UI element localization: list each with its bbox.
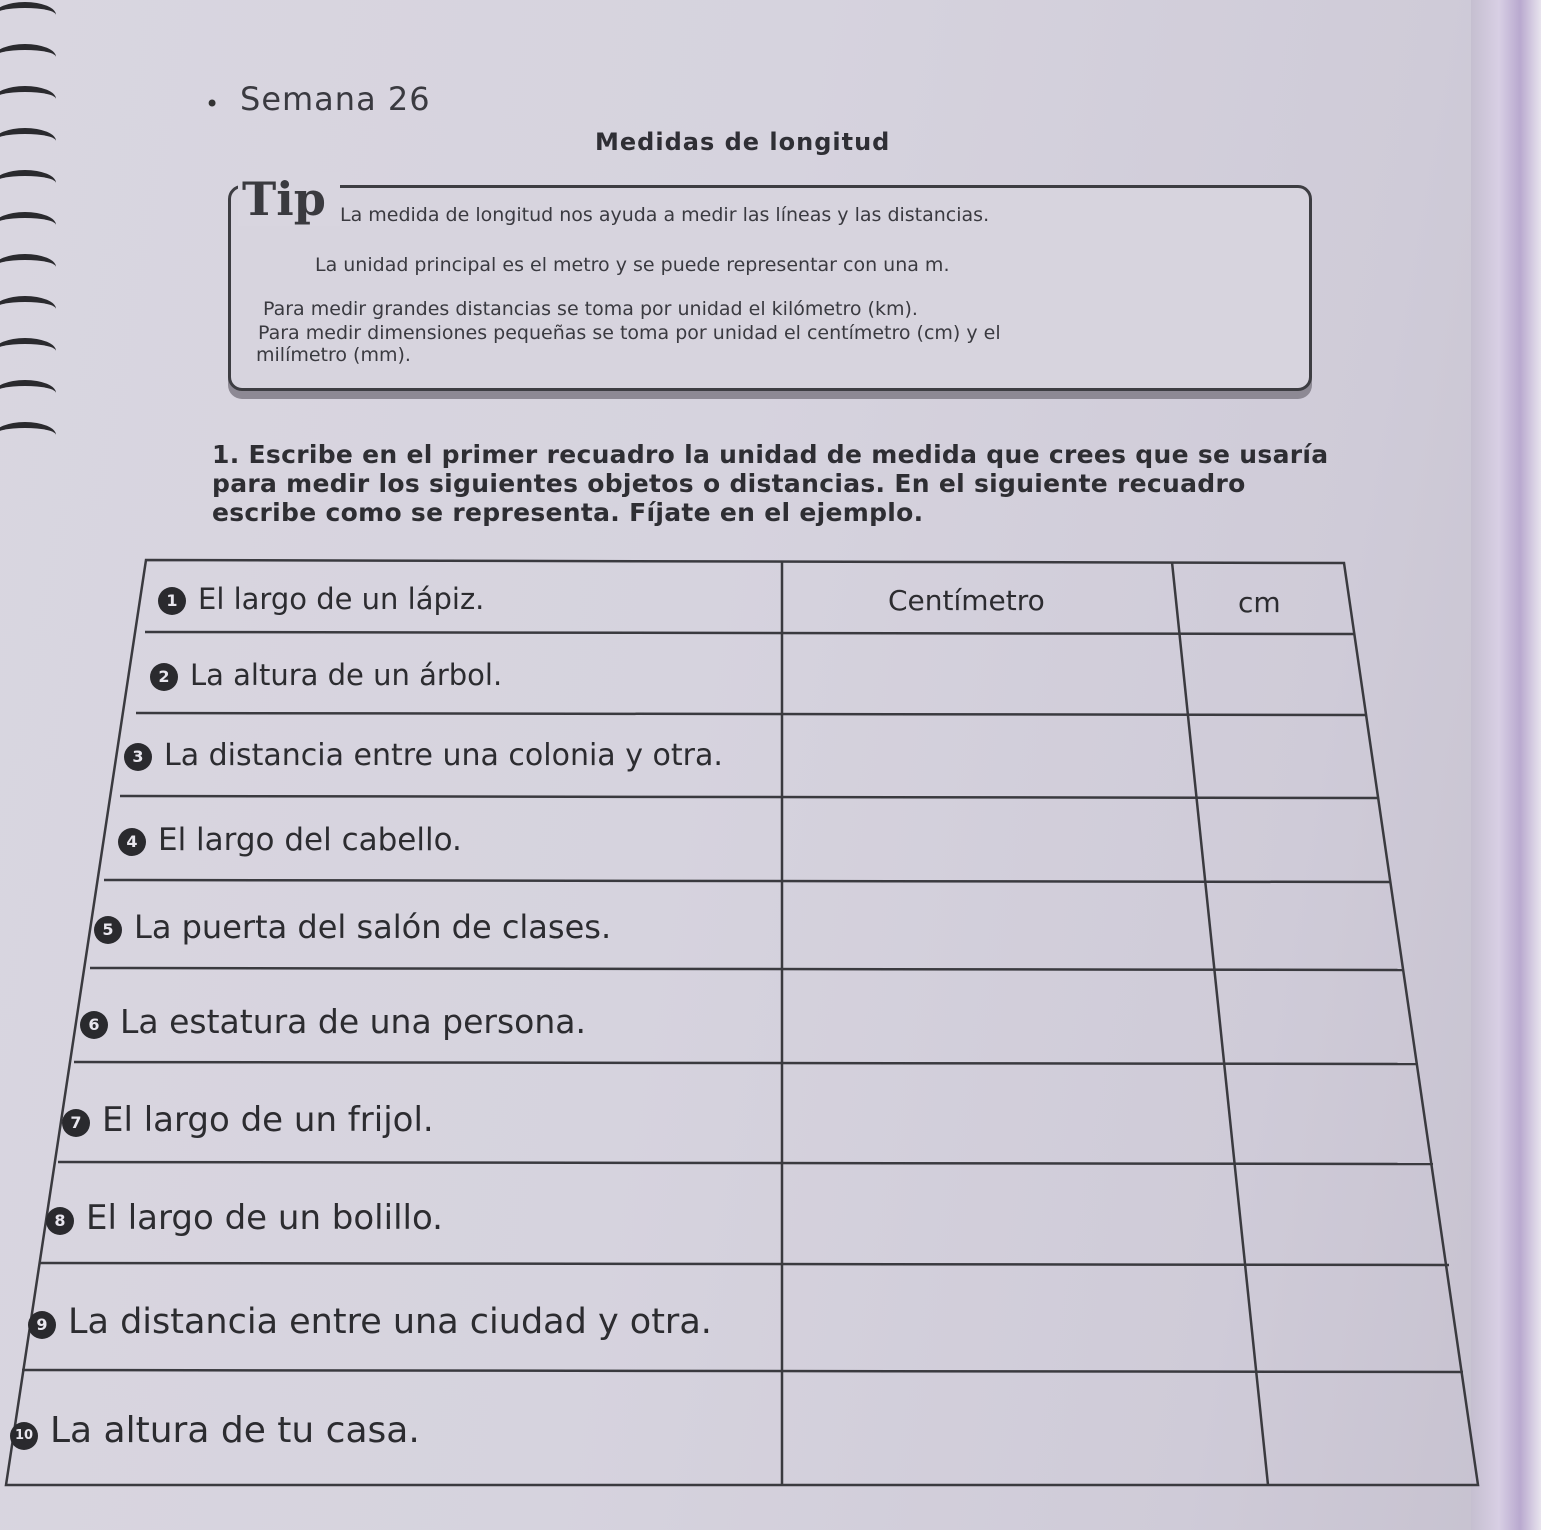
instruction-text: Escribe en el primer recuadro la unidad de medida que crees que se usaría para medir los siguientes objetos o distancias. En el siguiente recuadro escribe como se representa. Fíjate en el ejemplo. [212,440,1329,527]
item-text: La distancia entre una colonia y otra. [164,738,723,773]
item-number-badge: 5 [94,916,122,944]
item-text: La estatura de una persona. [120,1002,586,1041]
tip-line-5: milímetro (mm). [256,344,411,366]
item-number-badge: 1 [158,587,186,615]
tip-line-3: Para medir grandes distancias se toma por unidad el kilómetro (km). [263,298,918,320]
tip-label: Tip [238,172,340,226]
row-divider-3 [120,796,1378,798]
item-number-badge: 9 [28,1311,56,1339]
table-row-item [46,1198,443,1238]
table-row-item [28,1302,712,1342]
item-text: La distancia entre una ciudad y otra. [68,1302,712,1342]
table-row-item [124,738,723,773]
bullet-point: • [205,90,220,118]
row-divider-9 [22,1370,1463,1372]
item-number-badge: 8 [46,1207,74,1235]
row-divider-5 [90,968,1404,970]
table-row-item [80,1002,586,1041]
week-label: Semana 26 [240,80,431,118]
column-divider-2 [1172,562,1268,1485]
symbol-cell[interactable]: cm [1238,586,1281,619]
item-number-badge: 3 [124,743,152,771]
page-title: Medidas de longitud [595,128,891,156]
table-row-item [94,908,611,946]
item-text: El largo de un bolillo. [86,1198,443,1238]
table-row-item [150,658,502,692]
row-divider-2 [136,713,1366,715]
tip-line-2: La unidad principal es el metro y se puede representar con una m. [315,254,950,276]
tip-line-4: Para medir dimensiones pequeñas se toma por unidad el centímetro (cm) y el [258,322,1001,344]
unit-cell[interactable]: Centímetro [888,584,1045,617]
row-divider-4 [104,880,1391,882]
item-number-badge: 2 [150,663,178,691]
item-number-badge: 7 [62,1109,90,1137]
row-divider-1 [145,632,1354,634]
row-divider-6 [74,1062,1418,1064]
item-text: La puerta del salón de clases. [134,908,612,946]
table-row-item [62,1100,434,1140]
instruction-number: 1. [212,440,240,469]
item-text: El largo del cabello. [158,822,462,858]
table-row-item [118,822,462,858]
item-text: La altura de un árbol. [190,658,503,692]
item-text: La altura de tu casa. [50,1410,420,1451]
table-row-item [10,1410,420,1451]
tip-line-1: La medida de longitud nos ayuda a medir las líneas y las distancias. [340,204,990,226]
table-row-item [158,582,484,616]
item-text: El largo de un lápiz. [198,582,485,616]
row-divider-8 [40,1263,1449,1265]
item-number-badge: 4 [118,828,146,856]
row-divider-7 [58,1162,1433,1164]
item-number-badge: 6 [80,1011,108,1039]
item-number-badge: 10 [10,1422,38,1450]
item-text: El largo de un frijol. [102,1100,434,1140]
